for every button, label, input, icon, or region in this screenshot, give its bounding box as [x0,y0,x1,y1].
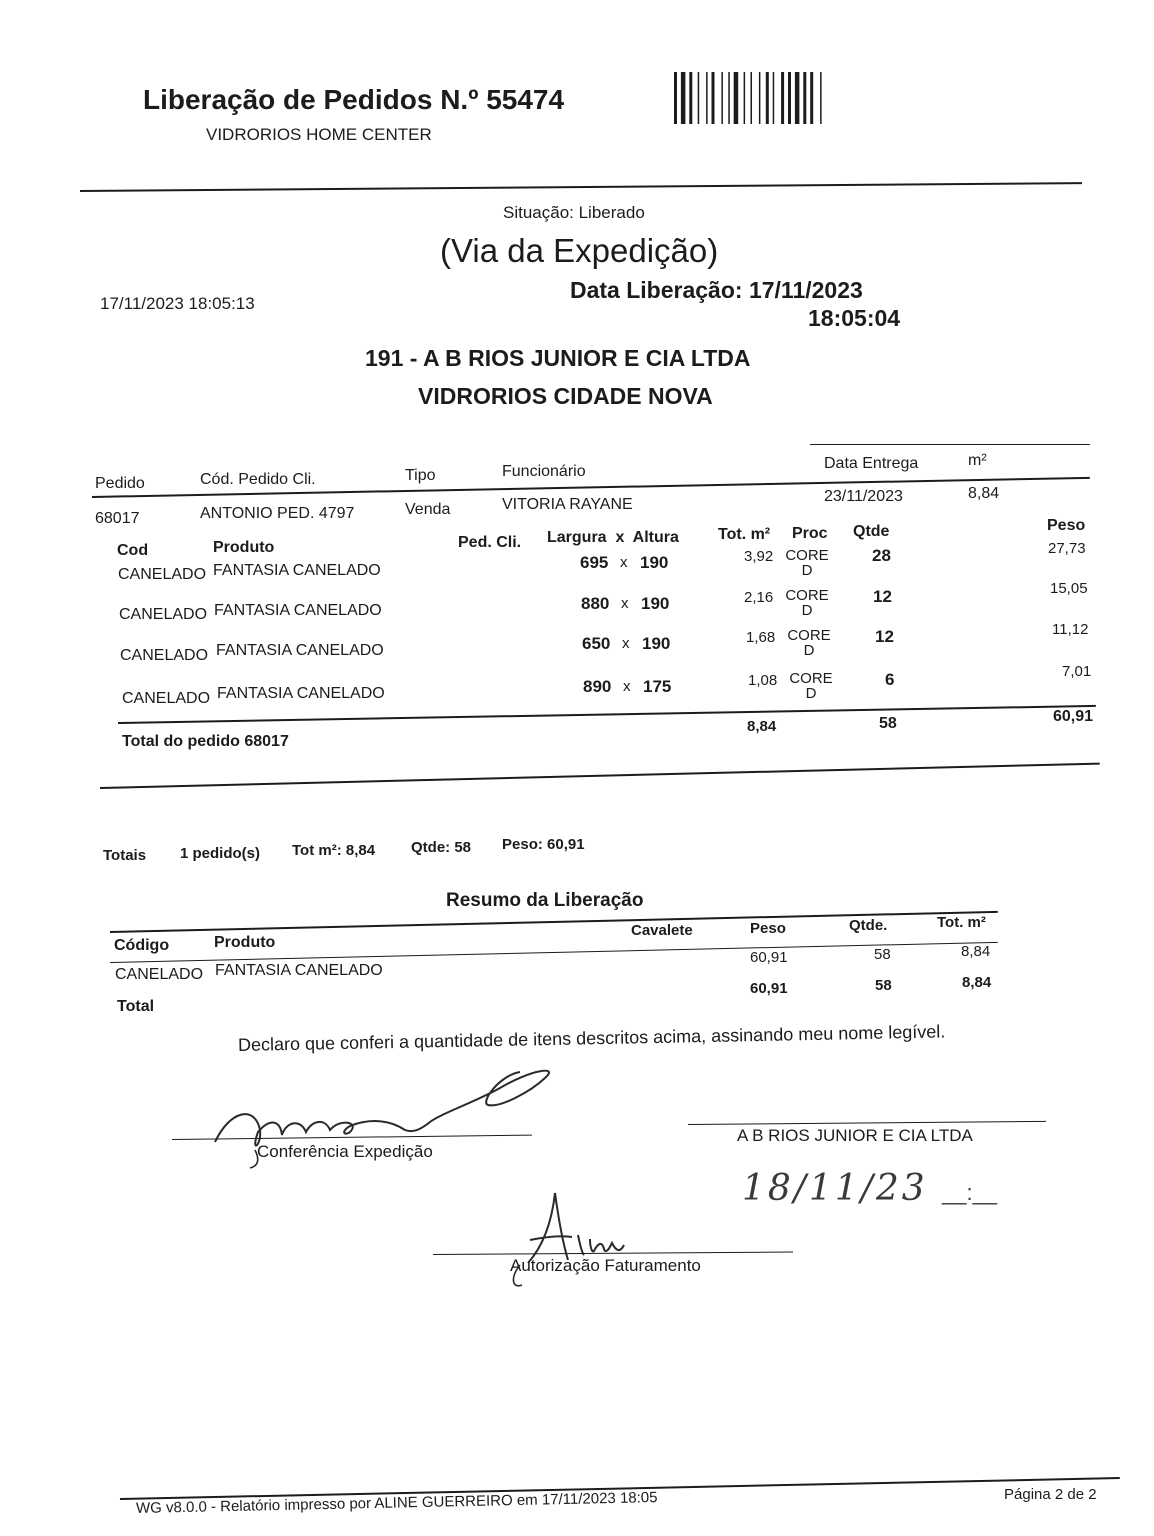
items-col-largura-altura: Largura x Altura [547,529,679,546]
data-liberacao-date: 17/11/2023 [748,277,863,303]
item-largura: 695 [580,553,609,572]
resumo-tot-m2: 8,84 [961,943,991,960]
item-altura: 190 [640,553,669,572]
resumo-col-cavalete: Cavalete [631,922,693,939]
document-title: Liberação de Pedidos N.º 55474 [143,84,565,115]
items-col-produto: Produto [213,539,275,556]
resumo-qtde: 58 [874,946,891,963]
item-peso: 27,73 [1048,540,1086,557]
items-col-cod: Cod [117,542,149,559]
items-total-m2: 8,84 [747,718,777,735]
situacao-label: Situação: Liberado [503,203,645,222]
resumo-peso: 60,91 [750,949,788,966]
item-produto: FANTASIA CANELADO [217,685,385,702]
order-funcionario: VITORIA RAYANE [502,496,633,513]
resumo-col-codigo: Código [114,937,170,954]
item-proc: CORE D [785,547,829,579]
resumo-total-peso: 60,91 [750,980,788,997]
footer-page-number: Página 2 de 2 [1004,1486,1097,1503]
item-peso: 11,12 [1052,621,1089,638]
item-produto: FANTASIA CANELADO [213,562,381,579]
item-proc: CORE D [785,587,829,619]
order-cod-pedido-cli: ANTONIO PED. 4797 [200,505,355,522]
item-x: x [622,635,630,652]
resumo-col-tot-m2: Tot. m² [937,914,986,931]
item-altura: 190 [641,594,670,613]
items-total-qtde: 58 [879,715,897,732]
totais-pedidos: 1 pedido(s) [180,845,261,862]
item-proc: CORE D [789,670,833,702]
item-cod: CANELADO [122,690,211,707]
col-data-entrega: Data Entrega [824,455,919,472]
handwritten-time-blank: __:__ [942,1180,998,1205]
totais-tot-m2: Tot m²: 8,84 [292,842,376,859]
item-peso: 7,01 [1062,663,1092,680]
item-tot-m2: 3,92 [744,548,774,565]
item-qtde: 28 [872,546,891,565]
barcode-icon [672,70,852,126]
item-peso: 15,05 [1050,580,1088,597]
resumo-col-qtde: Qtde. [849,917,888,934]
totais-peso: Peso: 60,91 [502,836,585,853]
item-tot-m2: 1,68 [746,629,776,646]
item-altura: 190 [642,634,671,653]
order-header-top-rule [810,444,1090,445]
item-proc: CORE D [787,627,831,659]
totais-qtde: Qtde: 58 [411,839,472,856]
company-name: VIDRORIOS HOME CENTER [206,125,432,144]
col-m2: m² [968,452,987,469]
signature-autorizacao-icon [500,1185,650,1295]
resumo-title: Resumo da Liberação [446,890,644,911]
items-col-peso: Peso [1047,517,1086,534]
items-total-label: Total do pedido 68017 [122,733,289,750]
item-tot-m2: 1,08 [748,672,778,689]
items-bottom-rule [100,763,1100,789]
items-col-ped-cli: Ped. Cli. [458,534,522,551]
handwritten-date: 18/11/23 [742,1168,928,1209]
item-altura: 175 [643,677,672,696]
conferencia-label: Conferência Expedição [257,1142,433,1161]
client-branch: VIDRORIOS CIDADE NOVA [418,383,713,409]
footer-printed-by: WG v8.0.0 - Relatório impresso por ALINE GUERREIRO em 17/11/2023 18:05 [135,1489,658,1517]
items-col-proc: Proc [792,525,828,542]
col-tipo: Tipo [405,467,436,484]
items-col-tot-m2: Tot. m² [718,526,771,543]
totais-label: Totais [103,847,147,864]
items-total-peso: 60,91 [1053,708,1094,725]
item-x: x [623,678,631,695]
data-liberacao [570,277,863,304]
data-liberacao-label: Data Liberação: [570,277,743,303]
item-tot-m2: 2,16 [744,589,774,606]
items-total-rule [118,705,1096,724]
resumo-total-tot-m2: 8,84 [962,974,992,991]
order-data-entrega: 23/11/2023 [824,488,903,505]
item-qtde: 6 [885,670,895,689]
item-largura: 880 [581,594,610,613]
order-pedido: 68017 [95,510,140,527]
col-pedido: Pedido [95,475,145,492]
company-sign-line [688,1121,1046,1125]
resumo-col-peso: Peso [750,920,786,937]
item-produto: FANTASIA CANELADO [214,602,382,619]
item-cod: CANELADO [118,566,207,583]
item-qtde: 12 [875,627,894,646]
order-m2: 8,84 [968,485,1000,502]
client-name: 191 - A B RIOS JUNIOR E CIA LTDA [365,345,751,371]
resumo-produto: FANTASIA CANELADO [215,962,383,979]
col-funcionario: Funcionário [502,463,586,480]
item-qtde: 12 [873,587,892,606]
autorizacao-label: Autorização Faturamento [510,1256,701,1275]
item-largura: 890 [583,677,612,696]
item-x: x [621,595,629,612]
resumo-total-qtde: 58 [875,977,892,994]
items-col-qtde: Qtde [853,523,890,540]
order-tipo: Venda [405,501,451,518]
col-cod-pedido-cli: Cód. Pedido Cli. [200,471,316,488]
via-label: (Via da Expedição) [440,232,719,269]
item-cod: CANELADO [120,647,209,664]
company-sign-label: A B RIOS JUNIOR E CIA LTDA [737,1126,973,1145]
resumo-col-produto: Produto [214,934,276,951]
item-produto: FANTASIA CANELADO [216,642,384,659]
item-x: x [620,554,628,571]
item-largura: 650 [582,634,611,653]
resumo-total-label: Total [117,998,155,1015]
declaration-text: Declaro que conferi a quantidade de itens descritos acima, assinando meu nome legível. [237,1021,946,1055]
data-liberacao-time: 18:05:04 [808,305,901,331]
print-datetime: 17/11/2023 18:05:13 [100,294,255,313]
resumo-codigo: CANELADO [115,966,204,983]
item-cod: CANELADO [119,606,208,623]
header-divider [80,182,1082,192]
